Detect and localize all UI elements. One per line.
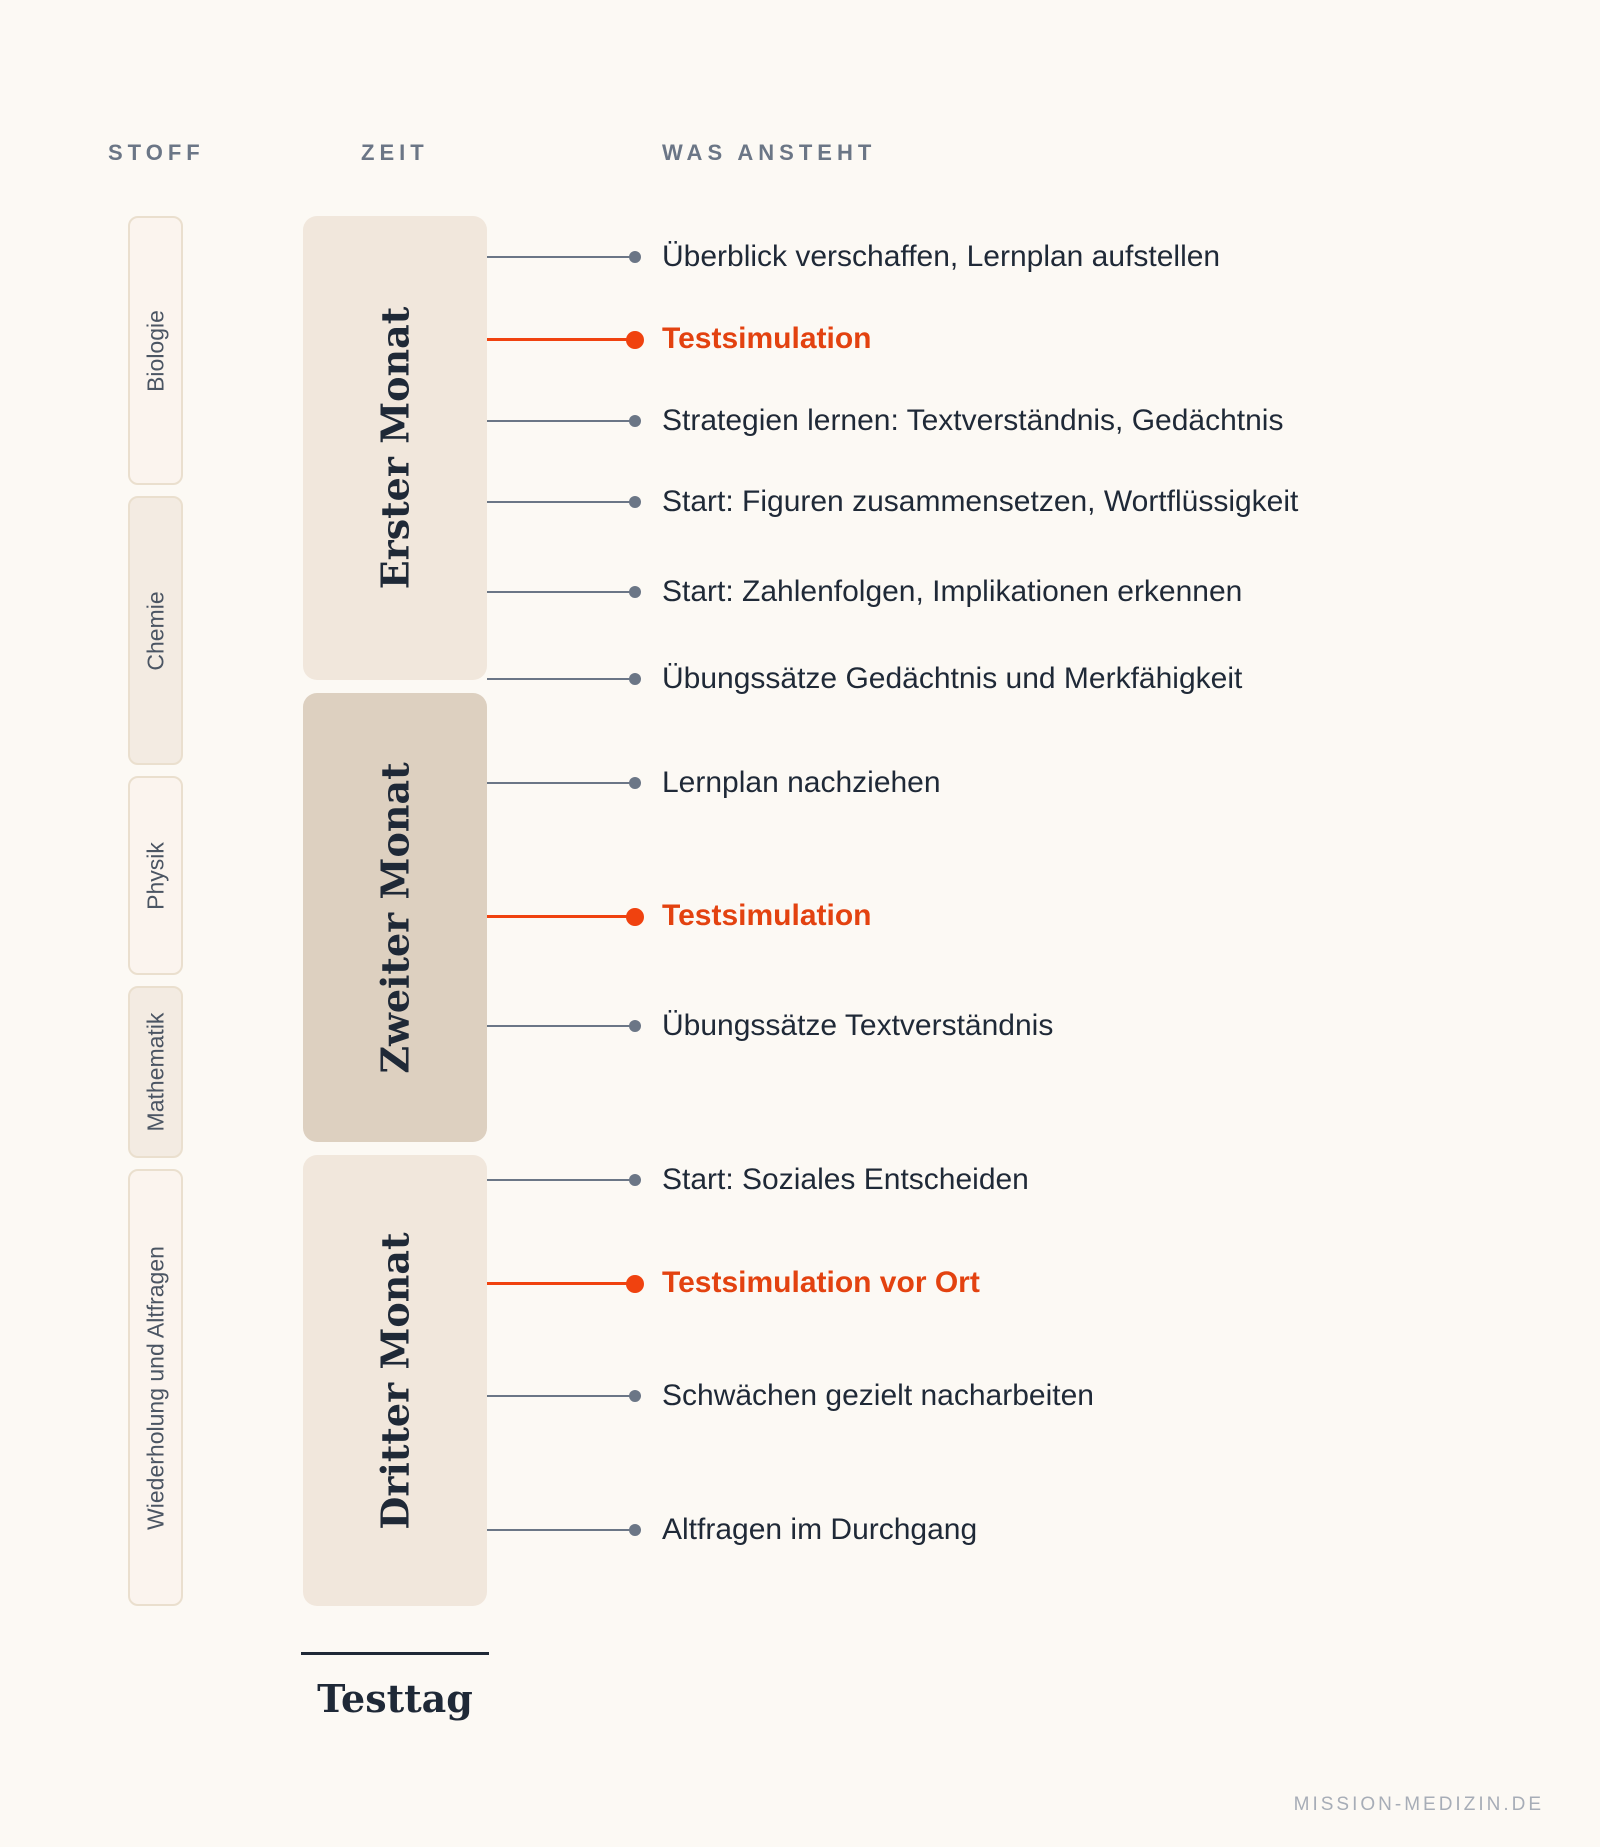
connector-dot: [629, 1020, 641, 1032]
testtag-label: Testtag: [317, 1676, 473, 1721]
connector-dot: [629, 251, 641, 263]
connector-line: [487, 1529, 635, 1531]
footer-brand: MISSION-MEDIZIN.DE: [1293, 1794, 1544, 1815]
task-item: Altfragen im Durchgang: [662, 1513, 978, 1546]
connector-line: [487, 1179, 635, 1181]
connector-dot: [629, 1390, 641, 1402]
header-stoff: STOFF: [108, 140, 205, 165]
task-item: Überblick verschaffen, Lernplan aufstellen: [662, 240, 1221, 273]
month-block-erster: [303, 216, 487, 680]
connector-line-highlight: [487, 338, 635, 341]
connector-line: [487, 1395, 635, 1397]
task-item: Schwächen gezielt nacharbeiten: [662, 1379, 1094, 1412]
subject-biologie: [128, 216, 183, 485]
month-label: Zweiter Monat: [372, 761, 418, 1074]
task-item-highlight: Testsimulation: [662, 322, 872, 355]
connector-dot: [629, 496, 641, 508]
connector-dot: [629, 586, 641, 598]
connector-dot: [626, 331, 644, 349]
header-was-ansteht: WAS ANSTEHT: [662, 140, 877, 165]
subject-mathematik: [128, 986, 183, 1158]
header-zeit: ZEIT: [361, 140, 429, 165]
month-block-zweiter: [303, 693, 487, 1142]
task-item: Strategien lernen: Textverständnis, Gedächtnis: [662, 404, 1284, 437]
task-item: Start: Zahlenfolgen, Implikationen erkennen: [662, 575, 1243, 608]
connector-dot: [629, 1174, 641, 1186]
subject-label: Wiederholung und Altfragen: [142, 1245, 168, 1530]
connector-line: [487, 678, 635, 680]
subject-label: Physik: [142, 841, 168, 910]
connector-dot: [626, 908, 644, 926]
month-label: Dritter Monat: [372, 1231, 418, 1530]
connector-line: [487, 420, 635, 422]
subject-label: Chemie: [142, 590, 168, 671]
task-item-highlight: Testsimulation vor Ort: [662, 1266, 980, 1299]
task-item: Start: Soziales Entscheiden: [662, 1163, 1029, 1196]
subject-label: Biologie: [142, 309, 168, 392]
subject-wiederholung: [128, 1169, 183, 1606]
connector-dot: [629, 673, 641, 685]
task-item: Lernplan nachziehen: [662, 766, 941, 799]
subject-label: Mathematik: [142, 1012, 168, 1132]
task-item-highlight: Testsimulation: [662, 899, 872, 932]
connector-line: [487, 1025, 635, 1027]
connector-line: [487, 782, 635, 784]
subject-chemie: [128, 496, 183, 765]
task-item: Start: Figuren zusammensetzen, Wortflüssigkeit: [662, 485, 1299, 518]
connector-dot: [629, 415, 641, 427]
month-label: Erster Monat: [372, 306, 418, 590]
connector-dot: [626, 1275, 644, 1293]
task-item: Übungssätze Gedächtnis und Merkfähigkeit: [662, 662, 1243, 695]
task-item: Übungssätze Textverständnis: [662, 1009, 1054, 1042]
connector-line: [487, 256, 635, 258]
connector-line: [487, 591, 635, 593]
subject-physik: [128, 776, 183, 975]
connector-line-highlight: [487, 1282, 635, 1285]
month-block-dritter: [303, 1155, 487, 1606]
connector-dot: [629, 777, 641, 789]
connector-dot: [629, 1524, 641, 1536]
connector-line-highlight: [487, 915, 635, 918]
connector-line: [487, 501, 635, 503]
testtag-line: [301, 1652, 489, 1655]
